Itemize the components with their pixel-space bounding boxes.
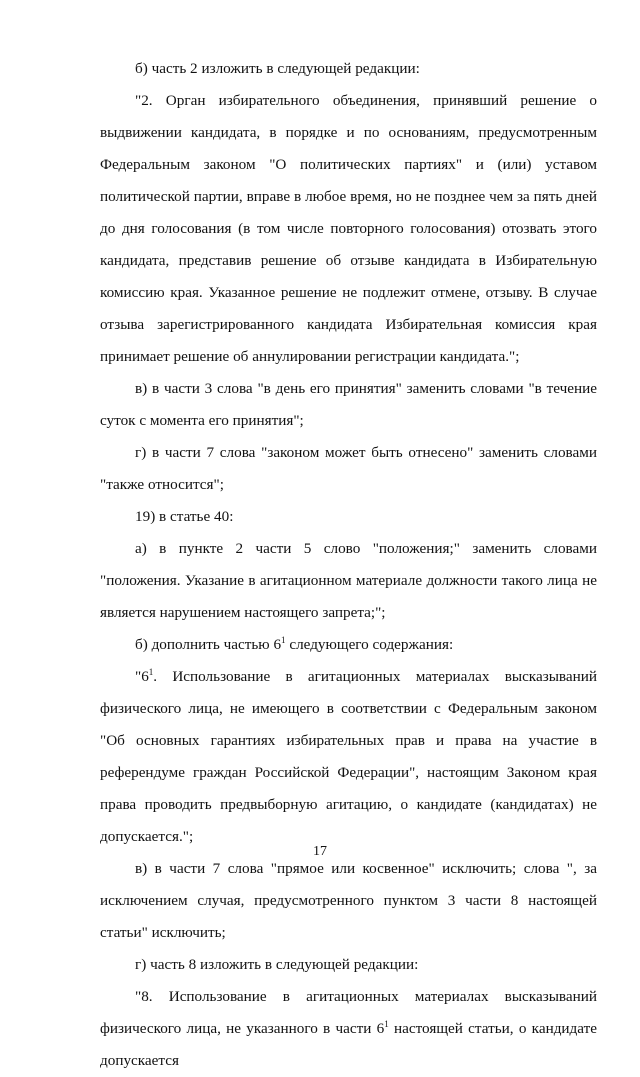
paragraph xyxy=(100,949,597,981)
paragraph xyxy=(100,85,597,373)
paragraph-text: "2. Орган избирательного объединения, принявший решение о выдвижении кандидата, в порядке и по основаниям, предусмотренным Федеральным законом "О политических партиях" и (или) уставом политической партии, вправе в любое время, но не позднее чем за пять дней до дня голосования (в том числе повторного голосования) отозвать этого кандидата, представив решение об отзыве кандидата в Избирательную комиссию края. Указанное решение не подлежит отмене, отзыву. В случае отзыва зарегистрированного кандидата Избирательная комиссия края принимает решение об аннулировании регистрации кандидата."; xyxy=(100,92,597,365)
paragraph xyxy=(100,853,597,949)
paragraph-text: г) часть 8 изложить в следующей редакции: xyxy=(135,956,419,973)
superscript: 1 xyxy=(148,667,154,677)
superscript: 1 xyxy=(384,1019,389,1029)
paragraph-text: "8. Использование в агитационных материалах высказываний физического лица, не указанного в части 6 xyxy=(100,988,597,1037)
paragraph xyxy=(100,661,597,853)
paragraph-text: г) в части 7 слова "законом может быть отнесено" заменить словами "также относится"; xyxy=(100,444,597,493)
paragraph xyxy=(100,501,597,533)
paragraph xyxy=(100,629,597,661)
paragraph-text: в) в части 3 слова "в день его принятия" заменить словами "в течение суток с момента его принятия"; xyxy=(100,380,597,429)
superscript: 1 xyxy=(281,635,286,645)
paragraph-text: б) часть 2 изложить в следующей редакции: xyxy=(135,60,420,77)
paragraph xyxy=(100,53,597,85)
paragraph-text: "6 xyxy=(135,668,149,685)
paragraph-text: а) в пункте 2 части 5 слово "положения;" заменить словами "положения. Указание в агитационном материале должности такого лица не является нарушением настоящего запрета;"; xyxy=(100,540,597,621)
paragraph-text: в) в части 7 слова "прямое или косвенное" исключить; слова ", за исключением случая, предусмотренного пунктом 3 части 8 настоящей статьи" исключить; xyxy=(100,860,597,941)
paragraph-text: . Использование в агитационных материалах высказываний физического лица, не имеющего в соответствии с Федеральным законом "Об основных гарантиях избирательных прав и права на участие в референдуме граждан Российской Федерации", настоящим Законом края права проводить предвыборную агитацию, о кандидате (кандидатах) не допускается."; xyxy=(100,668,597,845)
paragraph-text: б) дополнить частью 6 xyxy=(135,636,282,653)
paragraph xyxy=(100,981,597,1077)
paragraph xyxy=(100,533,597,629)
paragraph xyxy=(100,437,597,501)
page-number: 17 xyxy=(313,844,327,859)
paragraph xyxy=(100,373,597,437)
paragraph-text: настоящей статьи, о кандидате допускается xyxy=(100,1020,598,1069)
document-body xyxy=(100,53,597,1077)
paragraph-text: следующего содержания: xyxy=(285,636,454,653)
paragraph-text: 19) в статье 40: xyxy=(135,508,234,525)
